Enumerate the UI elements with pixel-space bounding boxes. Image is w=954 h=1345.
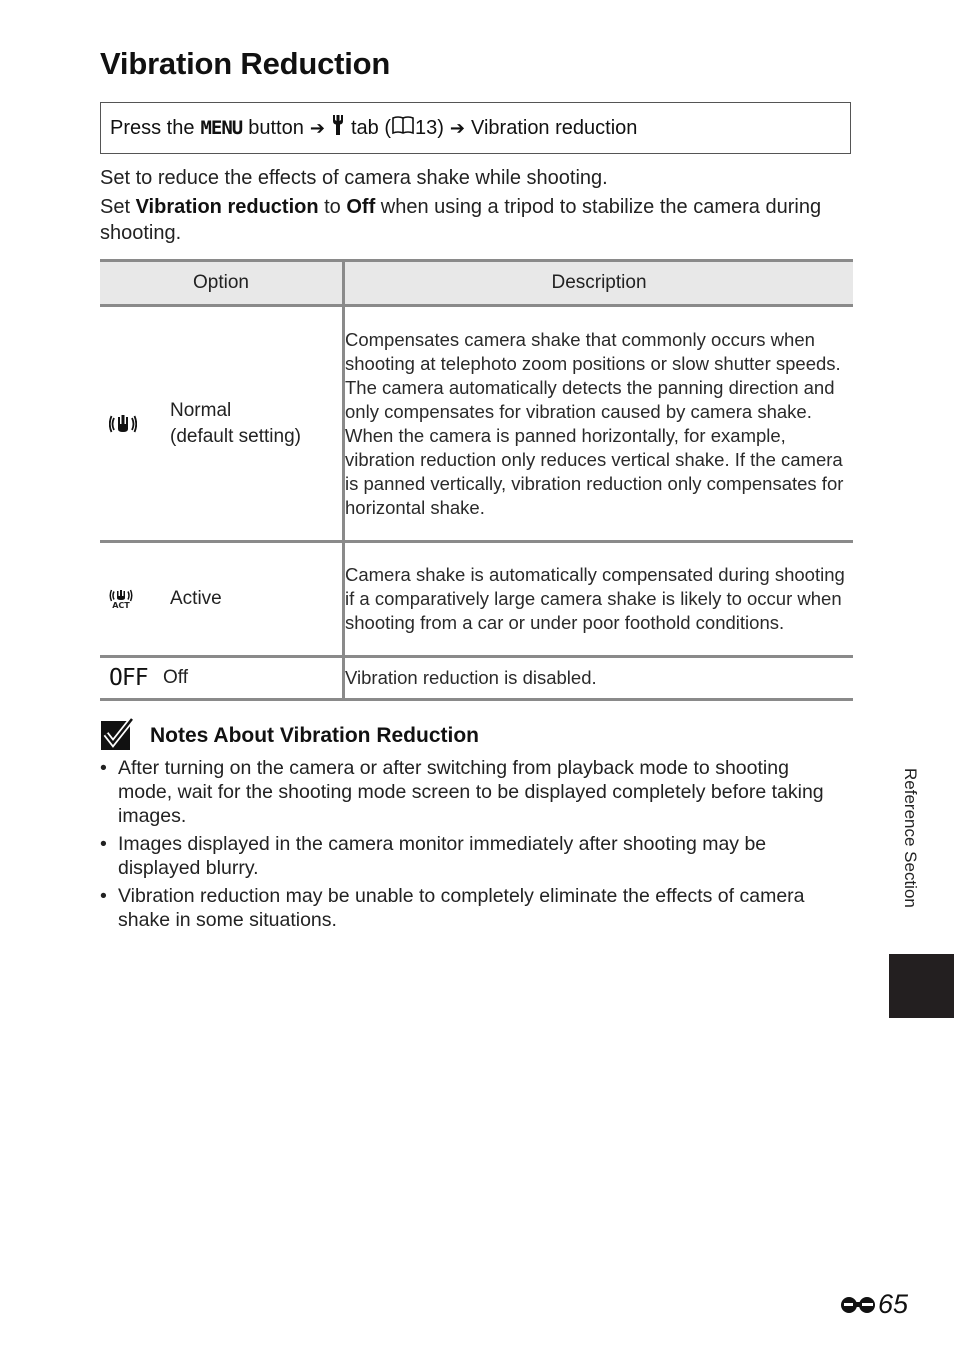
table-row	[100, 306, 853, 542]
wrench-icon	[331, 114, 345, 142]
book-icon	[392, 115, 414, 141]
vr-normal-icon	[100, 413, 170, 435]
arrow-right-icon: ➔	[449, 117, 465, 138]
option-label: Normal	[170, 399, 232, 421]
page-number: 65	[838, 1289, 908, 1320]
menu-path-button: button	[248, 116, 304, 139]
vr-active-icon	[100, 589, 170, 610]
list-item: • After turning on the camera or after switching from playback mode to shooting mode, wait for the shooting mode screen to be displayed completely before taking images.	[100, 756, 845, 828]
section-side-label: Reference Section	[901, 768, 920, 908]
reference-section-icon	[838, 1292, 878, 1318]
menu-path-tab: tab (	[350, 116, 391, 139]
notes-title: Notes About Vibration Reduction	[150, 724, 479, 747]
page-title: Vibration Reduction	[100, 46, 391, 81]
checkmark-icon	[100, 717, 134, 751]
menu-path-page-ref: 13)	[414, 116, 444, 139]
option-description: Vibration reduction is disabled.	[344, 657, 854, 700]
options-table	[100, 259, 853, 701]
list-item: • Vibration reduction may be unable to completely eliminate the effects of camera shake in some situations.	[100, 884, 845, 932]
option-label-sub: (default setting)	[170, 425, 301, 447]
option-description: Compensates camera shake that commonly occurs when shooting at telephoto zoom positions or slow shutter speeds. The camera automatically detects the panning direction and only compensates for vibration caused by camera shake.	[345, 328, 841, 422]
intro-line-1: Set to reduce the effects of camera shake while shooting.	[100, 167, 608, 189]
option-description: Camera shake is automatically compensated during shooting if a comparatively large camera shake is likely to occur when shooting from a car or under poor foothold conditions.	[344, 542, 854, 657]
intro-line-2: Set Vibration reduction to Off when using a tripod to stabilize the camera during shooting.	[100, 196, 822, 244]
arrow-right-icon: ➔	[309, 117, 325, 138]
notes-list	[100, 756, 845, 936]
vr-off-icon	[100, 665, 170, 691]
menu-path-box	[100, 102, 851, 154]
menu-button-glyph: MENU	[200, 117, 243, 139]
header-option: Option	[100, 261, 344, 306]
option-label: Active	[170, 588, 222, 609]
menu-path-press: Press the	[110, 116, 195, 139]
list-item: • Images displayed in the camera monitor immediately after shooting may be displayed blurry.	[100, 832, 845, 880]
table-row	[100, 542, 853, 657]
vr-off-icon-text: OFF	[109, 665, 148, 691]
menu-path-item: Vibration reduction	[470, 116, 638, 139]
vr-active-icon-text: ACT	[112, 600, 130, 610]
section-tab-marker	[889, 954, 954, 1018]
option-description: When the camera is panned horizontally, for example, vibration reduction only reduces vertical shake. If the camera is panned vertically, vibration reduction only compensates for horizontal shake.	[345, 424, 844, 518]
option-label: Off	[163, 667, 188, 688]
notes-heading	[100, 717, 479, 751]
header-description: Description	[344, 261, 854, 306]
table-row	[100, 657, 853, 700]
